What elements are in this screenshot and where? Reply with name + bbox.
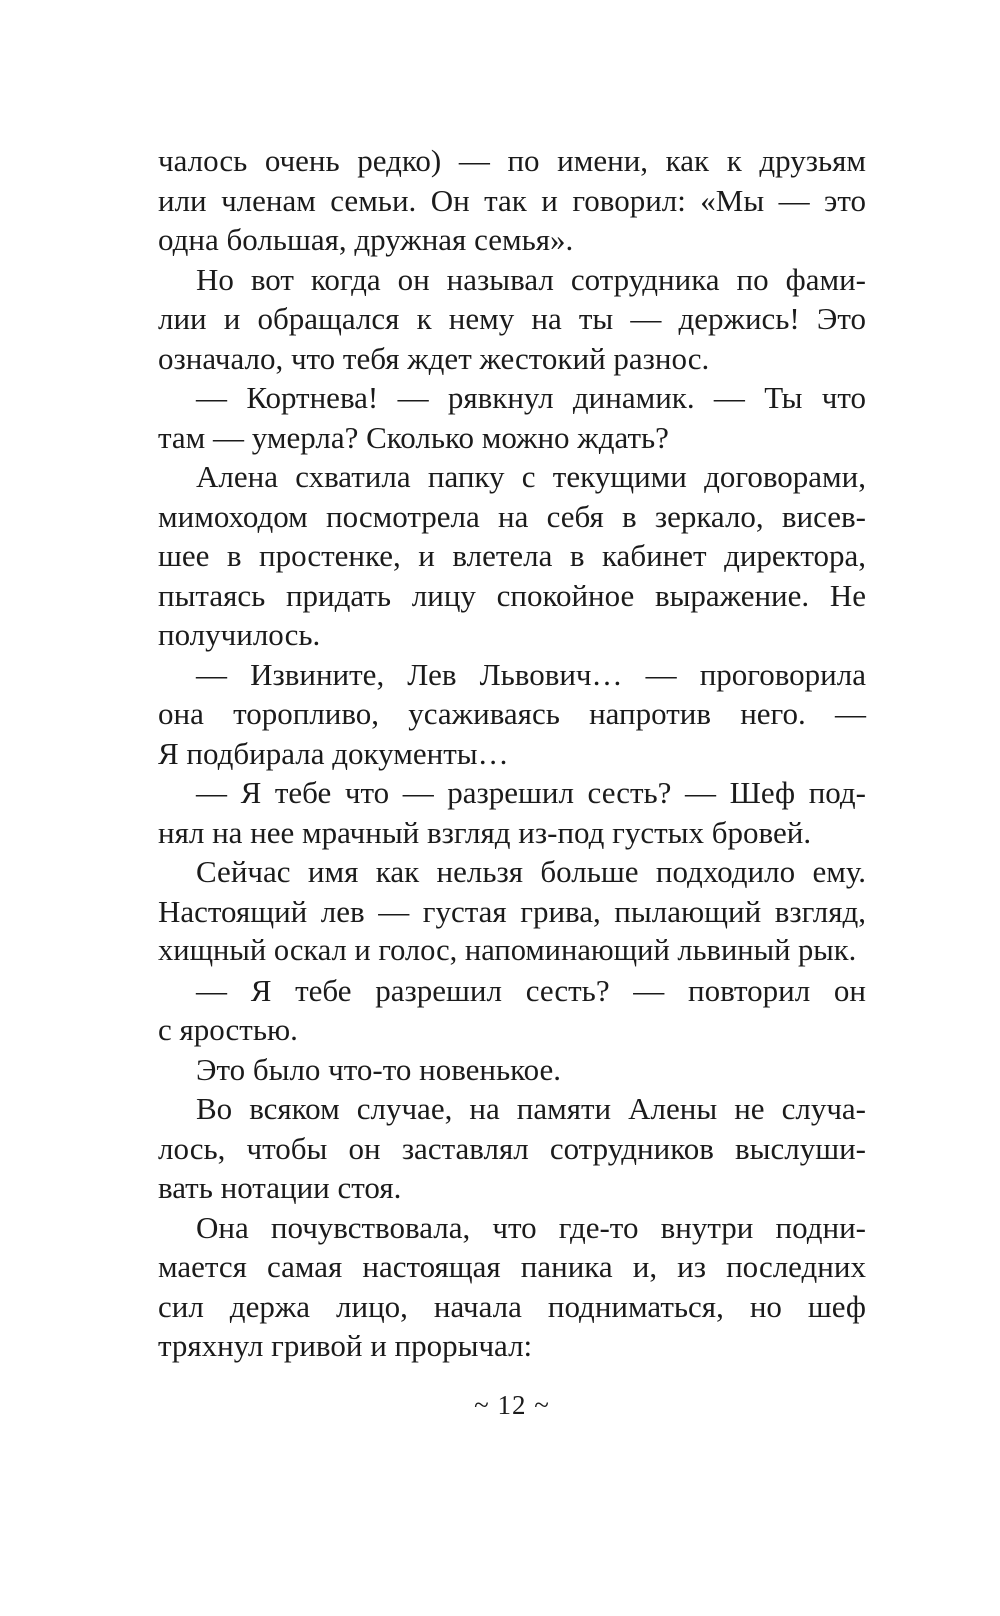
paragraph (158, 457, 866, 655)
paragraph (158, 1089, 866, 1208)
text-line: Она почувствовала, что где-то внутри подни- (196, 1209, 866, 1245)
text-line: с яростью. (158, 1012, 298, 1048)
text-line: сил держа лицо, начала подниматься, но шеф (158, 1288, 866, 1324)
paragraph (158, 1208, 866, 1366)
text-line: пытаясь придать лицу спокойное выражение. Не (158, 577, 866, 613)
text-line: нял на нее мрачный взгляд из-под густых бровей. (158, 814, 812, 850)
paragraph (158, 378, 866, 457)
text-line: одна большая, дружная семья». (158, 222, 574, 258)
text-line: Алена схватила папку с текущими договорами, (196, 459, 866, 495)
paragraph (158, 773, 866, 852)
text-line: означало, что тебя ждет жестокий разнос. (158, 340, 710, 376)
text-line: — Извините, Лев Львович… — проговорила (196, 656, 866, 692)
text-line: Но вот когда он называл сотрудника по фами- (196, 261, 866, 297)
text-line: Это было что-то новенькое. (196, 1051, 562, 1087)
paragraph (158, 141, 866, 260)
text-line: там — умерла? Сколько можно ждать? (158, 419, 669, 455)
paragraph (158, 971, 866, 1050)
text-line: шее в простенке, и влетела в кабинет директора, (158, 538, 866, 574)
text-line: мимоходом посмотрела на себя в зеркало, висев- (158, 498, 866, 534)
text-line: Во всяком случае, на памяти Алены не случа- (196, 1091, 866, 1127)
page-number: ~ 12 ~ (474, 1390, 550, 1420)
text-line: получилось. (158, 617, 321, 653)
paragraph (158, 655, 866, 774)
paragraph (158, 1050, 866, 1090)
text-line: мается самая настоящая паника и, из последних (158, 1249, 866, 1285)
page-text (158, 141, 866, 1366)
text-line: лось, чтобы он заставлял сотрудников выслуши- (158, 1130, 866, 1166)
text-line: тряхнул гривой и прорычал: (158, 1328, 533, 1364)
text-line: Я подбирала документы… (158, 735, 509, 771)
text-line: — Кортнева! — рявкнул динамик. — Ты что (196, 380, 866, 416)
text-line: она торопливо, усаживаясь напротив него. — (158, 696, 866, 732)
paragraph (158, 260, 866, 379)
paragraph (158, 852, 866, 971)
text-line: Сейчас имя как нельзя больше подходило ему. (196, 854, 866, 890)
text-line: или членам семьи. Он так и говорил: «Мы — это (158, 182, 866, 218)
text-line: — Я тебе что — разрешил сесть? — Шеф под- (196, 775, 866, 811)
text-line: вать нотации стоя. (158, 1170, 402, 1206)
text-line: Настоящий лев — густая грива, пылающий взгляд, (158, 893, 866, 929)
text-line: хищный оскал и голос, напоминающий львиный рык. (158, 933, 857, 968)
text-line: — Я тебе разрешил сесть? — повторил он (196, 972, 866, 1008)
text-line: чалось очень редко) — по имени, как к друзьям (158, 143, 866, 178)
text-line: лии и обращался к нему на ты — держись! Это (158, 301, 866, 337)
